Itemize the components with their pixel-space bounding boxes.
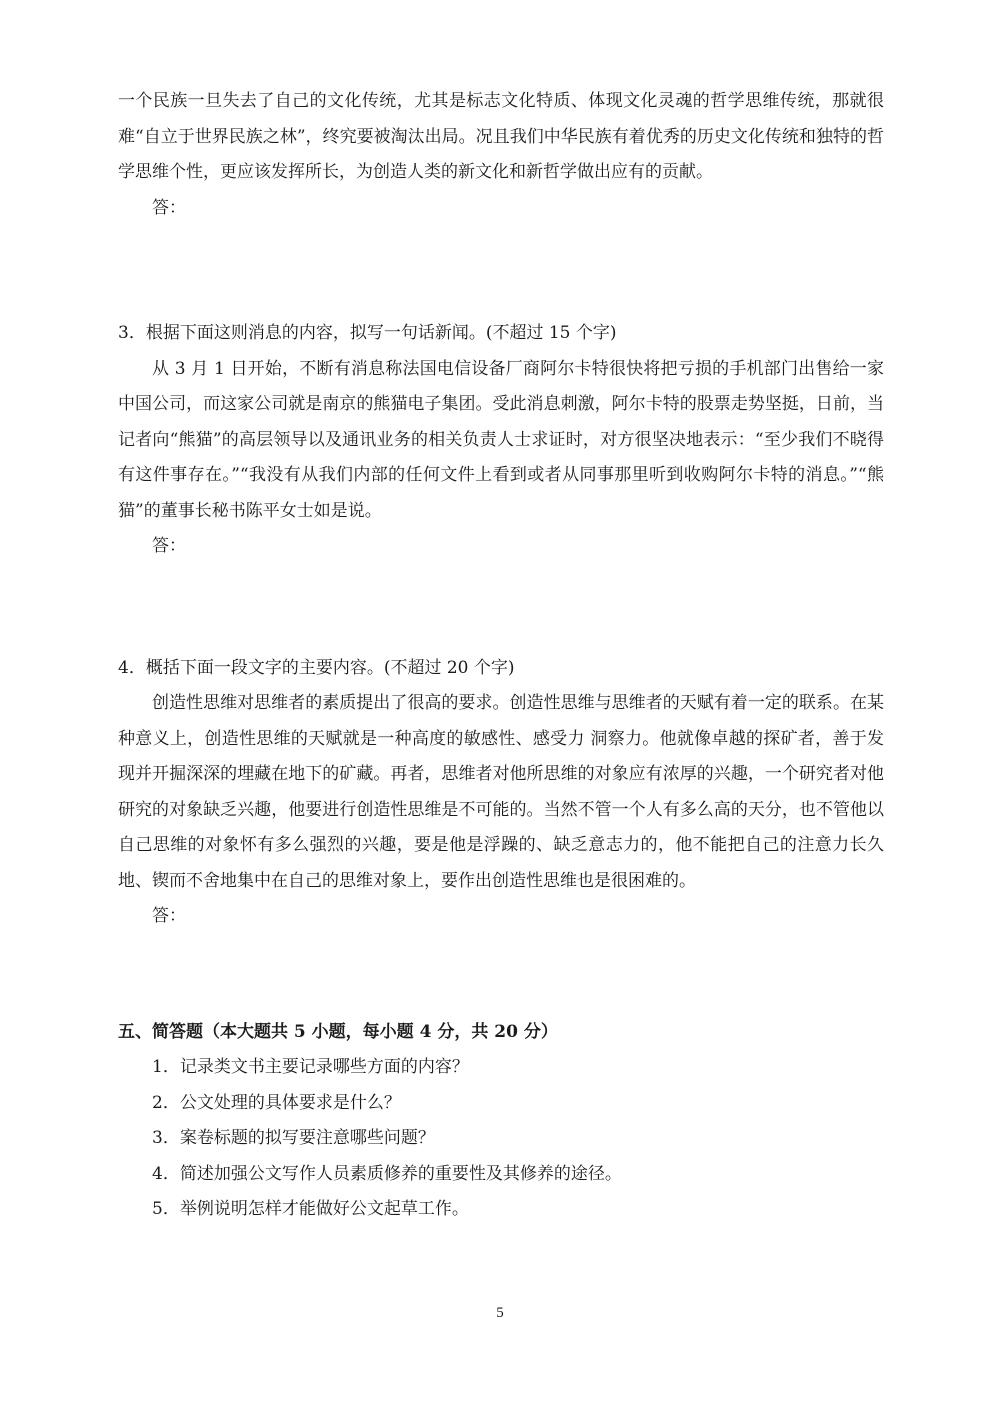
list-item: 3．案卷标题的拟写要注意哪些问题？ xyxy=(152,1128,435,1148)
answer-label-1: 答： xyxy=(152,197,186,218)
answer-space-1 xyxy=(118,226,884,316)
answer-space-4 xyxy=(118,935,884,1015)
page-number: 5 xyxy=(496,1305,504,1321)
question-4-title: 4．概括下面一段文字的主要内容。(不超过 20 个字) xyxy=(118,657,515,678)
list-item: 4．简述加强公文写作人员素质修养的重要性及其修养的途径。 xyxy=(152,1163,622,1184)
answer-label-4: 答： xyxy=(152,906,186,926)
question-4-passage: 创造性思维对思维者的素质提出了很高的要求。创造性思维与思维者的天赋有着一定的联系。在某种意义上，创造性思维的天赋就是一种高度的敏感性、感受力 洞察力。他就像卓越的探矿者，善于发现并开掘深深的埋藏在地下的矿藏。再者，思维者对他所思维的对象应有浓厚的兴趣，一个研究者对他研究的对象缺乏兴趣，他要进行创造性思维是不可能的。当然不管一个人有多么高的天分，也不管他以自己思维的对象怀有多么强烈的兴趣，要是他是浮躁的、缺乏意志力的，他不能把自己的注意力长久地、锲而不舍地集中在自己的思维对象上，要作出创造性思维也是很困难的。 xyxy=(118,693,884,891)
answer-label-3: 答： xyxy=(152,536,186,556)
question-3-title: 3．根据下面这则消息的内容，拟写一句话新闻。(不超过 15 个字) xyxy=(118,323,617,343)
section-5-title: 五、简答题（本大题共 5 小题，每小题 4 分，共 20 分） xyxy=(118,1021,558,1042)
passage-culture: 一个民族一旦失去了自己的文化传统，尤其是标志文化特质、体现文化灵魂的哲学思维传统，那就很难“自立于世界民族之林”，终究要被淘汰出局。况且我们中华民族有着优秀的历史文化传统和独特的哲学思维个性，更应该发挥所长，为创造人类的新文化和新哲学做出应有的贡献。 xyxy=(118,91,884,182)
list-item: 1．记录类文书主要记录哪些方面的内容？ xyxy=(152,1057,469,1077)
question-3-passage: 从 3 月 1 日开始，不断有消息称法国电信设备厂商阿尔卡特很快将把亏损的手机部门出售给一家中国公司，而这家公司就是南京的熊猫电子集团。受此消息刺激，阿尔卡特的股票走势坚挺，日前，当记者向“熊猫”的高层领导以及通讯业务的相关负责人士求证时，对方很坚决地表示：“至少我们不晓得有这件事存在。”“我没有从我们内部的任何文件上看到或者从同事那里听到收购阿尔卡特的消息。”“熊猫”的董事长秘书陈平女士如是说。 xyxy=(118,358,884,521)
list-item: 5．举例说明怎样才能做好公文起草工作。 xyxy=(152,1199,469,1219)
answer-space-3 xyxy=(118,565,884,651)
document-page xyxy=(118,84,884,1228)
list-item: 2．公文处理的具体要求是什么？ xyxy=(152,1092,401,1113)
